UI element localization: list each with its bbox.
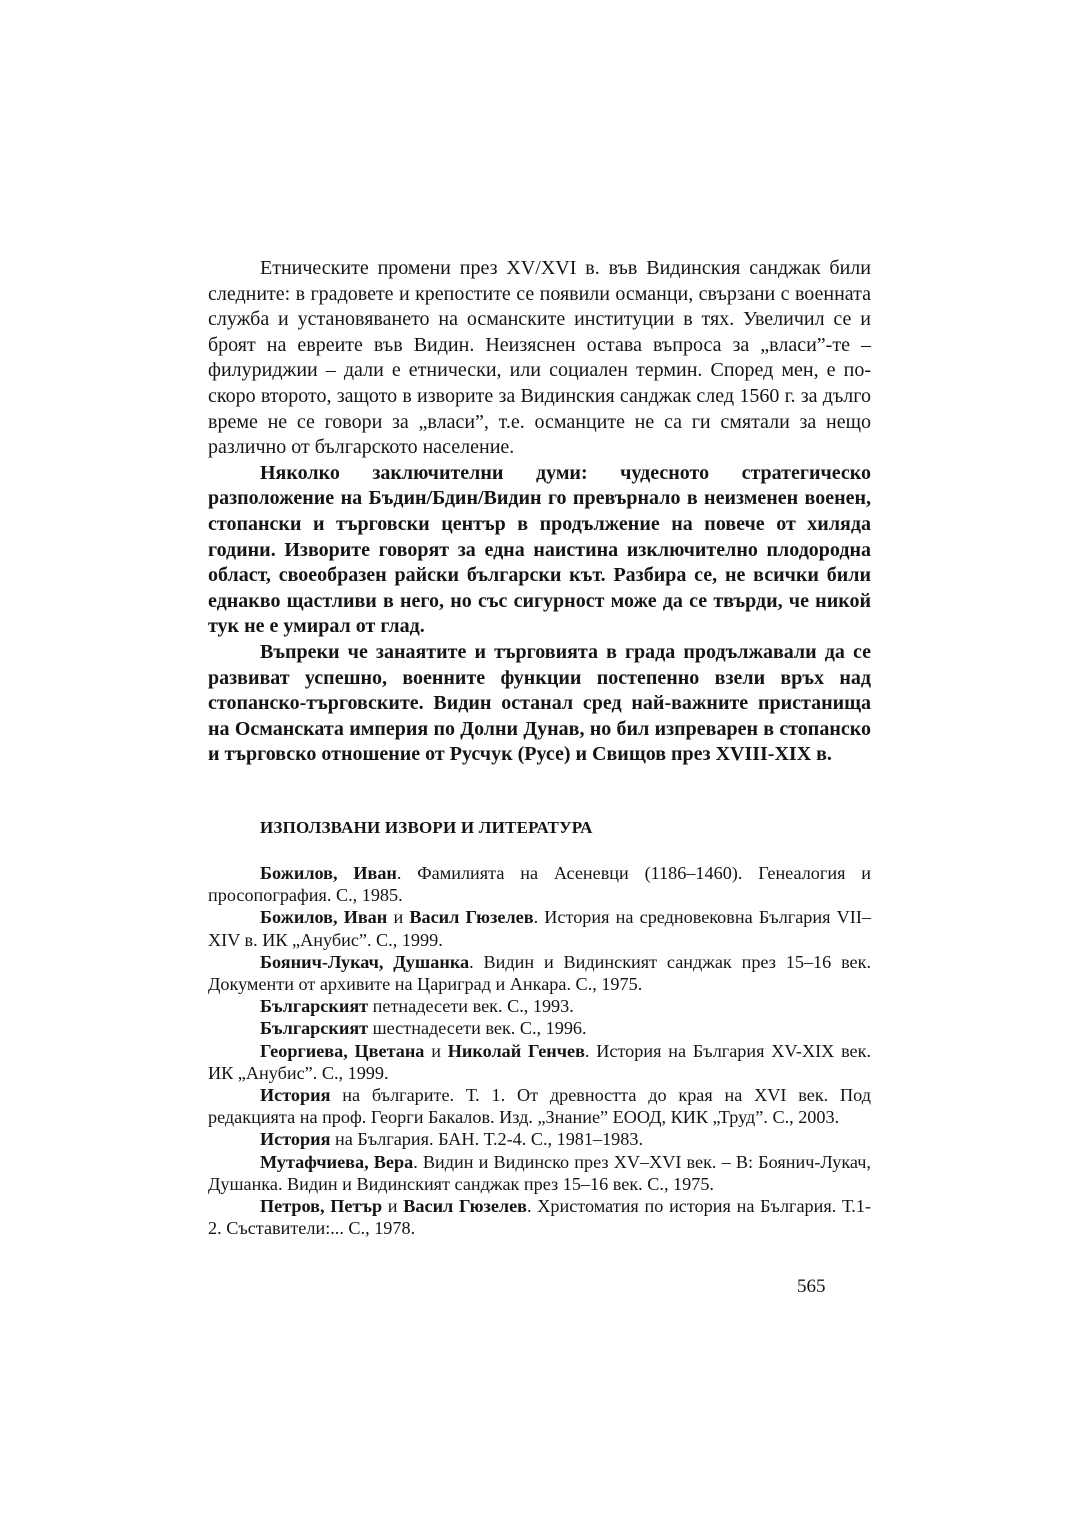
- entry-title: петнадесети век. С., 1993.: [368, 996, 574, 1017]
- page-number: 565: [797, 1276, 826, 1297]
- entry-coauthor: Васил Гюзелев: [409, 907, 534, 928]
- entry-title: . Видин и Видинският санджак през 15–16 век. Документи от архивите на Цариград и Анкара. С., 1975.: [208, 951, 872, 995]
- bibliography-heading: ИЗПОЛЗВАНИ ИЗВОРИ И ЛИТЕРАТУРА: [260, 818, 593, 837]
- entry-author: История: [260, 1129, 331, 1150]
- entry-author: Българският: [260, 996, 369, 1017]
- entry-title: на българите. Т. 1. От древността до края на XVI век. Под редакцията на проф. Георги Бакалов. Изд. „Знание” ЕООД, КИК „Труд”. С., 2003.: [208, 1085, 871, 1128]
- entry-author: Боянич-Лукач, Душанка: [260, 951, 470, 972]
- bibliography-entry: [208, 995, 871, 1017]
- bibliography-entry: [208, 1017, 871, 1039]
- bibliography-entry: [208, 906, 871, 950]
- bibliography-entry: [208, 1128, 871, 1150]
- entry-author: Георгиева, Цветана: [260, 1040, 425, 1061]
- bibliography-entry: [208, 1084, 871, 1128]
- entry-author: Мутафчиева, Вера: [260, 1151, 414, 1172]
- paragraph-concluding-words: Няколко заключителни думи: чудесното стратегическо разположение на Бъдин/Бдин/Видин го превърнало в неизменен военен, стопански и търговски център в продължение на повече от хиляда години. Изворите говорят за една наистина изключително плодородна област, своеобразен райски български кът. Разбира се, не всички били еднакво щастливи в него, но със сигурност може да се твърди, че никой тук не е умирал от глад.: [208, 461, 871, 638]
- bibliography-entry: [208, 1195, 871, 1239]
- bibliography-list: [208, 862, 871, 1239]
- entry-author: Българският: [260, 1018, 369, 1039]
- paragraph-port-decline: Въпреки че занаятите и търговията в града продължавали да се развиват успешно, военните функции постепенно взели връх над стопанско-търговските. Видин останал сред най-важните пристанища на Османската империя по Долни Дунав, но бил изпреварен в стопанско и търговско отношение от Русчук (Русе) и Свищов през XVIII-XIX в.: [208, 640, 871, 766]
- entry-conjunction: и: [387, 907, 410, 928]
- entry-title: . Христоматия по история на България. Т.1-2. Съставители:... С., 1978.: [208, 1196, 872, 1239]
- entry-title: . История на България XV-XIX век. ИК „Анубис”. С., 1999.: [208, 1040, 872, 1083]
- bibliography-entry: [208, 862, 871, 906]
- entry-title: . Видин и Видинско през XV–XVI век. – В: Боянич-Лукач, Душанка. Видин и Видинският санджак през 15–16 век. С., 1975.: [208, 1151, 871, 1194]
- entry-coauthor: Николай Генчев: [447, 1040, 585, 1061]
- entry-author: История: [260, 1085, 331, 1106]
- entry-conjunction: и: [382, 1196, 404, 1217]
- entry-title: шестнадесети век. С., 1996.: [368, 1018, 587, 1039]
- main-text: [208, 256, 871, 768]
- entry-author: Божилов, Иван: [260, 863, 397, 883]
- paragraph-ethnic-changes: Етническите промени през XV/XVI в. във Видинския санджак били следните: в градовете и крепостите се появили османци, свързани с военната служба и установяването на османските институции в тях. Увеличил се и броят на евреите във Видин. Неизяснен остава въпроса за „власи”-те – филуриджии – дали е етнически, или социален термин. Според мен, е по-скоро второто, защото в изворите за Видинския санджак след 1560 г. за дълго време не се говори за „власи”, т.е. османците не са ги смятали за нещо различно от българското население.: [208, 257, 871, 459]
- entry-coauthor: Васил Гюзелев: [403, 1196, 528, 1217]
- bibliography-entry: [208, 1151, 871, 1195]
- entry-title: . История на средновековна България VII–XIV в. ИК „Анубис”. С., 1999.: [208, 907, 872, 950]
- bibliography-entry: [208, 951, 871, 995]
- entry-conjunction: и: [424, 1040, 448, 1061]
- entry-author: Божилов, Иван: [260, 907, 388, 928]
- entry-title: на България. БАН. Т.2-4. С., 1981–1983.: [330, 1129, 643, 1150]
- entry-title: . Фамилията на Асеневци (1186–1460). Генеалогия и просопография. С., 1985.: [208, 863, 871, 906]
- bibliography-entry: [208, 1040, 871, 1084]
- entry-author: Петров, Петър: [260, 1196, 383, 1217]
